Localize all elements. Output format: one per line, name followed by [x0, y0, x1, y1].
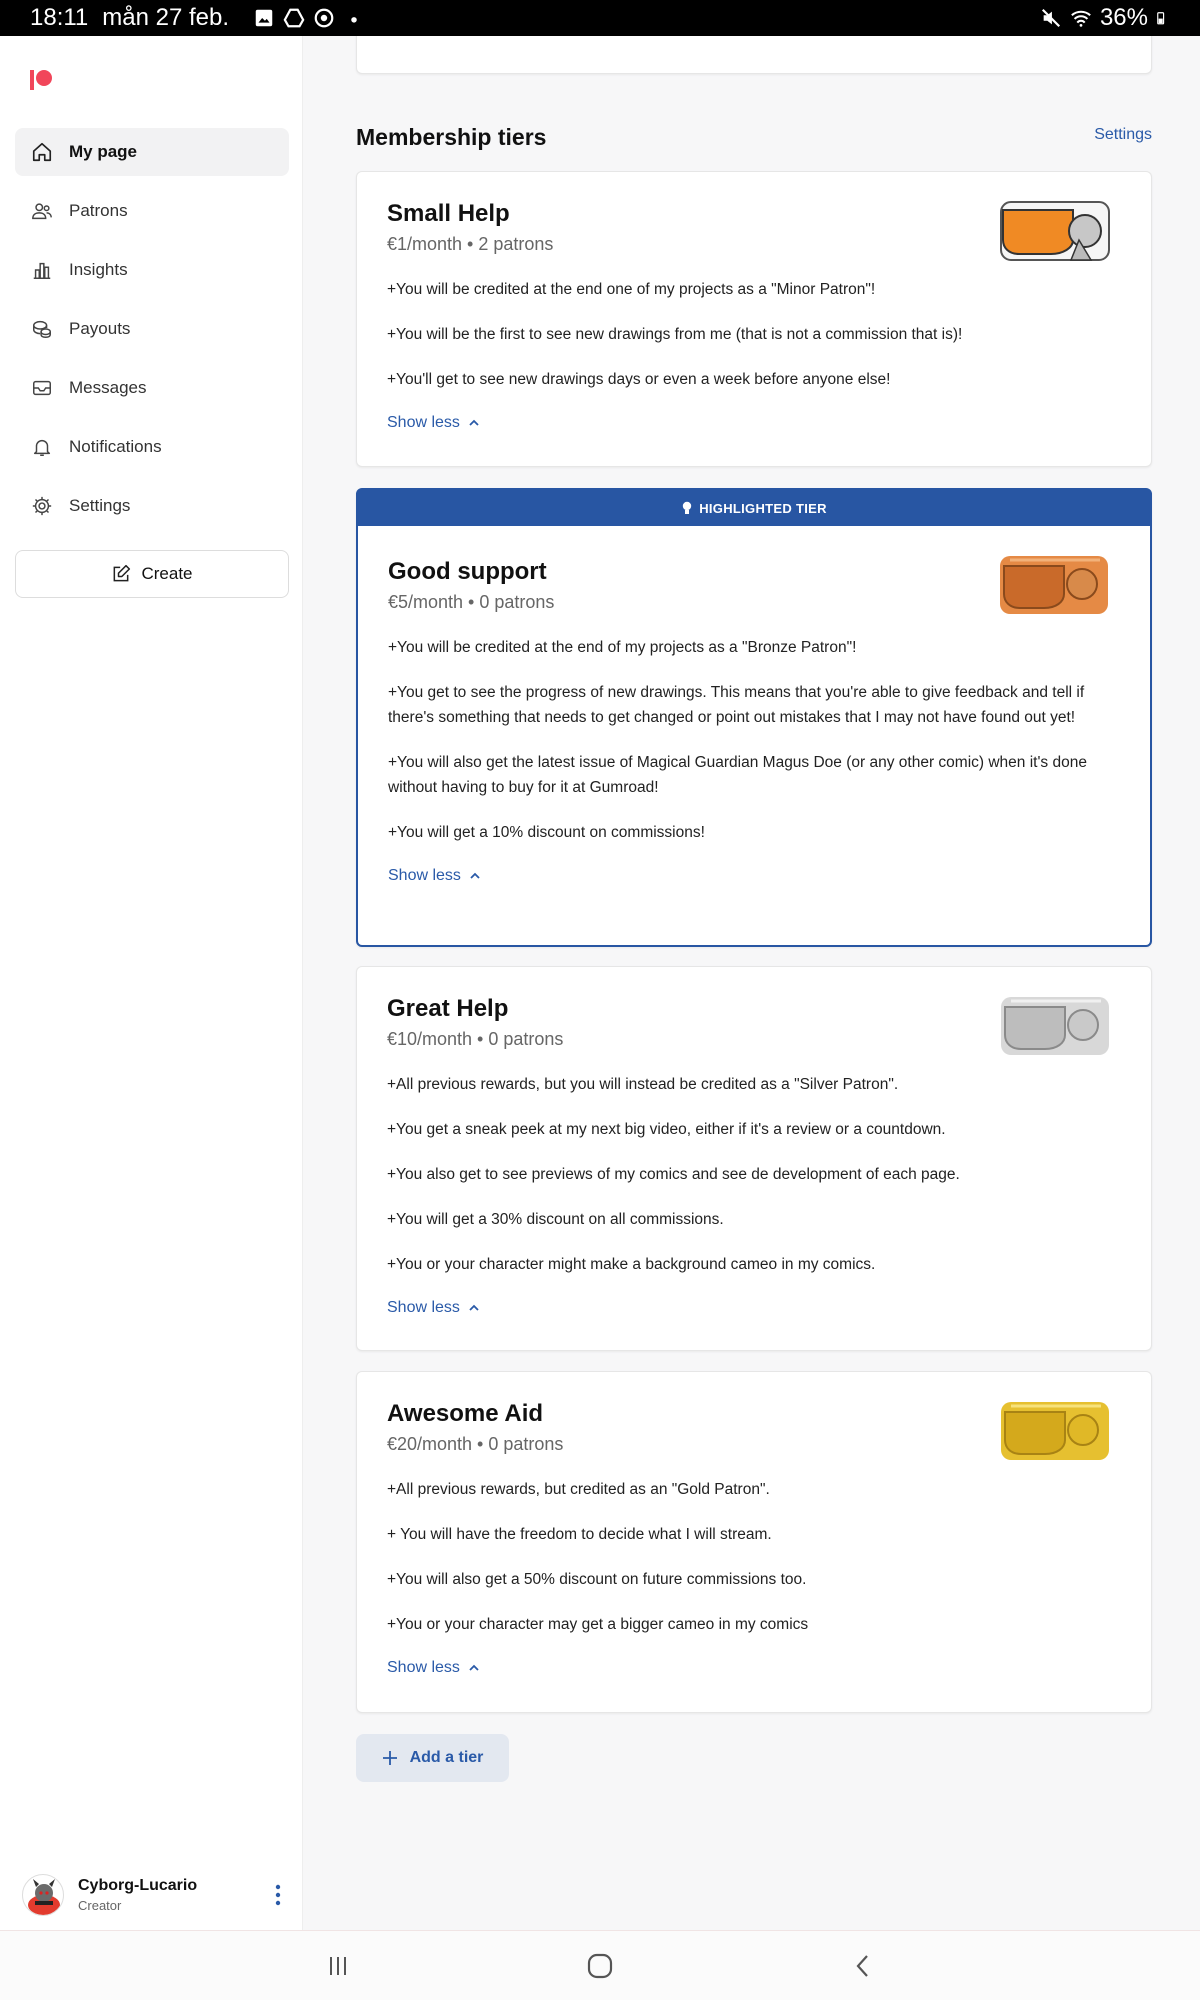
tier-card-awesome-aid — [356, 1371, 1152, 1713]
tier-price: €5/month • 0 patrons — [388, 592, 555, 612]
status-bar — [0, 0, 1200, 36]
tier-title: Awesome Aid — [387, 1400, 544, 1427]
create-label: Create — [141, 564, 193, 583]
wifi-icon — [1070, 7, 1092, 29]
image-icon — [253, 7, 275, 29]
tier-benefit: +You'll get to see new drawings days or even a week before anyone else! — [387, 371, 891, 388]
tier-benefit: +You will also get the latest issue of Magical Guardian Magus Doe (or any other comic) when it's done without having to buy for it at Gumroad! — [388, 754, 1087, 796]
tier-benefit: +You also get to see previews of my comics and see de development of each page. — [387, 1166, 960, 1183]
sidebar-item-payouts[interactable] — [15, 305, 289, 353]
user-role: Creator — [78, 1898, 122, 1913]
tiers-settings-link[interactable]: Settings — [1094, 126, 1152, 143]
mute-icon — [1040, 7, 1062, 29]
back-icon[interactable] — [848, 1951, 878, 1981]
highlighted-tier-label: HIGHLIGHTED TIER — [699, 500, 827, 516]
sidebar-item-label: Settings — [69, 496, 131, 515]
edit-icon — [111, 564, 131, 584]
tier-image — [998, 554, 1110, 616]
tier-card-small-help — [356, 171, 1152, 467]
tier-benefit: +All previous rewards, but you will instead be credited as a "Silver Patron". — [387, 1076, 899, 1093]
tier-image — [999, 200, 1111, 262]
show-less-button[interactable] — [387, 1659, 1121, 1677]
home-icon — [31, 141, 53, 163]
recents-icon[interactable] — [323, 1951, 353, 1981]
tier-benefit: +You or your character may get a bigger cameo in my comics — [387, 1616, 809, 1633]
plus-icon — [382, 1750, 398, 1766]
tier-benefit: +You will get a 10% discount on commissions! — [388, 824, 705, 841]
tier-title: Good support — [388, 558, 547, 585]
status-date: mån 27 feb. — [102, 4, 230, 31]
tier-image — [999, 1400, 1111, 1462]
sidebar-item-insights[interactable] — [15, 246, 289, 294]
show-less-label: Show less — [388, 867, 461, 884]
add-tier-button[interactable] — [356, 1734, 509, 1782]
highlighted-tier-banner — [358, 490, 1150, 526]
show-less-label: Show less — [387, 1659, 460, 1676]
tier-benefit: +You get a sneak peek at my next big video, either if it's a review or a countdown. — [387, 1121, 946, 1138]
lightbulb-icon — [681, 501, 693, 515]
sidebar — [0, 36, 303, 1930]
mail-icon — [31, 377, 53, 399]
sidebar-item-label: My page — [69, 142, 138, 161]
tier-card-great-help — [356, 966, 1152, 1351]
sidebar-item-label: Notifications — [69, 437, 162, 456]
coins-icon — [31, 318, 53, 340]
sidebar-item-patrons[interactable] — [15, 187, 289, 235]
patreon-logo[interactable] — [30, 68, 52, 94]
sidebar-item-label: Messages — [69, 378, 147, 397]
drive-icon — [283, 7, 305, 29]
page-title: Membership tiers — [356, 124, 547, 150]
show-less-label: Show less — [387, 414, 460, 431]
chevron-up-icon — [468, 1302, 480, 1314]
tier-benefit: +All previous rewards, but credited as an "Gold Patron". — [387, 1481, 770, 1498]
user-name: Cyborg-Lucario — [78, 1877, 198, 1894]
home-circle-icon[interactable] — [585, 1951, 615, 1981]
status-time: 18:11 — [30, 4, 89, 31]
cast-icon — [313, 7, 335, 29]
chevron-up-icon — [469, 870, 481, 882]
user-menu[interactable] — [22, 1868, 288, 1922]
battery-icon — [1156, 7, 1170, 29]
sidebar-item-label: Patrons — [69, 201, 128, 220]
bar-chart-icon — [31, 259, 53, 281]
lucario-avatar-icon — [23, 1875, 64, 1916]
tier-title: Small Help — [387, 200, 510, 227]
system-nav-bar — [0, 1930, 1200, 2000]
tier-image — [999, 995, 1111, 1057]
sidebar-nav — [15, 128, 289, 541]
show-less-button[interactable] — [387, 1299, 1121, 1317]
avatar[interactable] — [22, 1874, 64, 1916]
show-less-button[interactable] — [388, 867, 1120, 885]
chevron-up-icon — [468, 1662, 480, 1674]
previous-card — [356, 36, 1152, 74]
main-content — [303, 36, 1200, 1930]
sidebar-item-notifications[interactable] — [15, 423, 289, 471]
people-icon — [31, 200, 53, 222]
tier-price: €10/month • 0 patrons — [387, 1029, 564, 1049]
tier-benefit: +You will get a 30% discount on all commissions. — [387, 1211, 724, 1228]
show-less-label: Show less — [387, 1299, 460, 1316]
add-tier-label: Add a tier — [409, 1749, 484, 1766]
battery-percent: 36% — [1099, 4, 1148, 31]
tier-card-good-support — [356, 488, 1152, 947]
chevron-up-icon — [468, 417, 480, 429]
dot-icon — [343, 7, 365, 29]
tier-price: €20/month • 0 patrons — [387, 1434, 564, 1454]
sidebar-item-messages[interactable] — [15, 364, 289, 412]
tier-benefit: + You will have the freedom to decide what I will stream. — [387, 1526, 772, 1543]
tier-price: €1/month • 2 patrons — [387, 234, 554, 254]
gear-icon — [31, 495, 53, 517]
tier-benefit: +You get to see the progress of new drawings. This means that you're able to give feedback and tell if there's something that needs to get changed or point out mistakes that I may not have found out yet! — [388, 684, 1085, 726]
sidebar-item-label: Insights — [69, 260, 128, 279]
show-less-button[interactable] — [387, 414, 1121, 432]
tier-title: Great Help — [387, 995, 509, 1022]
tier-benefit: +You will be credited at the end one of my projects as a "Minor Patron"! — [387, 281, 876, 298]
create-button[interactable] — [15, 550, 289, 598]
tier-benefit: +You will also get a 50% discount on future commissions too. — [387, 1571, 807, 1588]
more-options-icon[interactable] — [268, 1881, 288, 1909]
sidebar-item-my-page[interactable] — [15, 128, 289, 176]
sidebar-item-label: Payouts — [69, 319, 131, 338]
sidebar-item-settings[interactable] — [15, 482, 289, 530]
tier-benefit: +You will be the first to see new drawings from me (that is not a commission that is)! — [387, 326, 963, 343]
tier-benefit: +You or your character might make a background cameo in my comics. — [387, 1256, 876, 1273]
bell-icon — [31, 436, 53, 458]
tier-benefit: +You will be credited at the end of my projects as a "Bronze Patron"! — [388, 639, 857, 656]
